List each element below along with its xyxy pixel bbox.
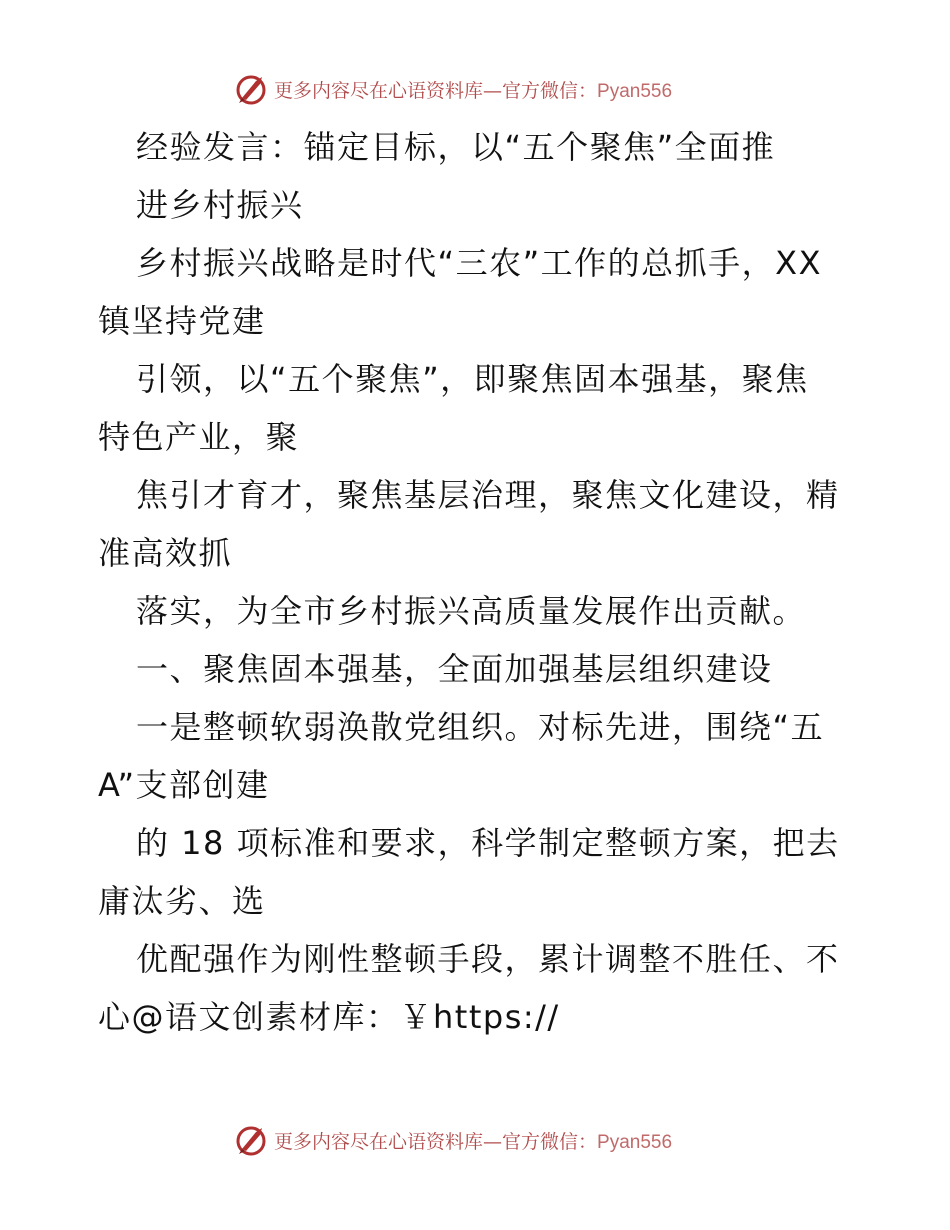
footer-banner [234, 1121, 672, 1159]
document-line: 优配强作为刚性整顿手段，累计调整不胜任、不 [136, 940, 840, 978]
document-body [98, 118, 858, 1046]
document-line: 进乡村振兴 [136, 186, 304, 224]
document-line: 准高效抓 [98, 534, 233, 572]
header-banner [234, 70, 672, 108]
document-line: A”支部创建 [98, 766, 270, 804]
banner-wechat-id: Pyan556 [597, 80, 673, 102]
banner-text: 更多内容尽在心语资料库—官方微信： [274, 1130, 598, 1153]
document-line: 落实，为全市乡村振兴高质量发展作出贡献。 [136, 592, 807, 630]
document-line: 焦引才育才，聚焦基层治理，聚焦文化建设，精 [136, 476, 840, 514]
document-line: 引领，以“五个聚焦”，即聚焦固本强基，聚焦 [136, 360, 809, 398]
document-line: 镇坚持党建 [98, 302, 266, 340]
document-line: 心@语文创素材库：￥https:// [98, 998, 560, 1036]
document-line: 一是整顿软弱涣散党组织。对标先进，围绕“五 [136, 708, 825, 746]
banner-text: 更多内容尽在心语资料库—官方微信： [274, 79, 598, 102]
pen-nib-logo-icon [234, 71, 270, 107]
document-line: 一、聚焦固本强基，全面加强基层组织建设 [136, 650, 773, 688]
document-line: 乡村振兴战略是时代“三农”工作的总抓手，XX [136, 244, 823, 282]
pen-nib-logo-icon [234, 1122, 270, 1158]
document-line: 特色产业，聚 [98, 418, 300, 456]
document-line: 的 18 项标准和要求，科学制定整顿方案，把去 [136, 824, 840, 862]
banner-wechat-id: Pyan556 [597, 1131, 673, 1153]
document-line: 庸汰劣、选 [98, 882, 266, 920]
document-line: 经验发言：锚定目标，以“五个聚焦”全面推 [136, 128, 776, 166]
